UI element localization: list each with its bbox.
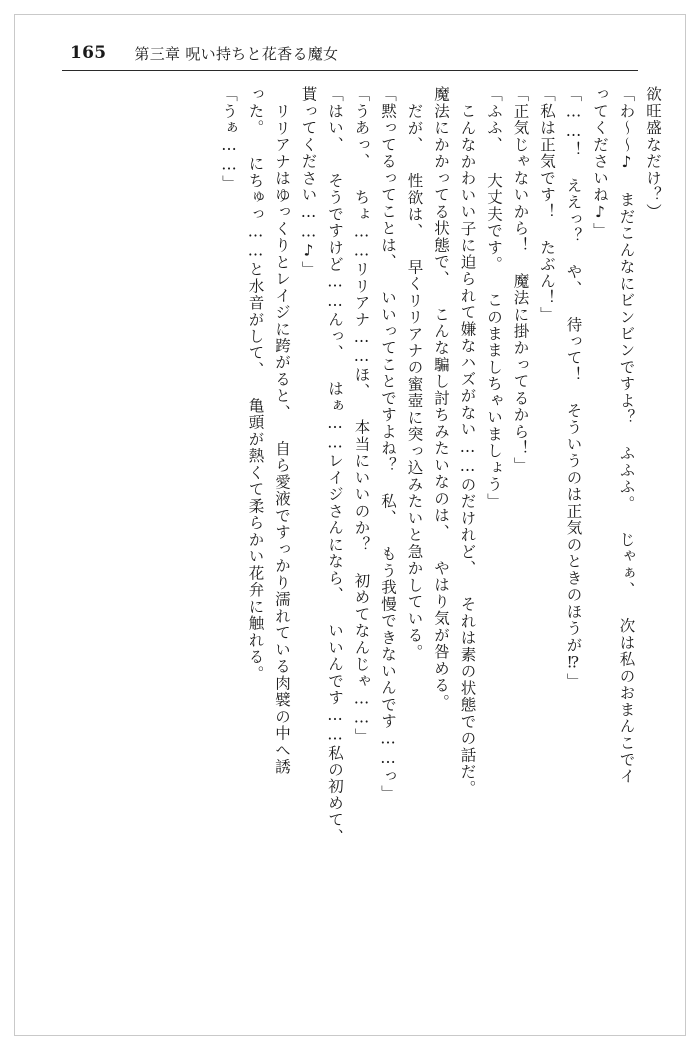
page-number: 165 [70,43,107,63]
body-text [40,86,660,1016]
text-line: 「うぁ……」 [220,86,238,192]
text-line: 「私は正気です！ たぶん！」 [538,86,556,323]
text-line: こんなかわいい子に迫られて嫌なハズがない……のだけれど、 それは素の状態での話だ。 [458,103,477,797]
text-line: 魔法にかかってる状態で、 こんな騙し討ちみたいなのは、 やはり気が咎める。 [432,86,450,711]
text-line: った。 にちゅっ……と水音がして、 亀頭が熱くて柔らかい花弁に触れる。 [246,86,265,682]
text-line: 「はい、 そうですけど……んっ、 はぁ……レイジさんになら、 いいんです……私の初めて、 [326,86,344,846]
text-line: ってくださいね♪」 [591,86,609,240]
text-line: 貰ってください……♪」 [299,86,318,278]
header-divider [62,70,638,71]
text-line: 「うあっ、 ちょ……リリアナ……ほ、 本当にいいのか？ 初めてなんじゃ……」 [352,86,371,745]
text-line: 「……！ ええっ？ や、 待って！ そういうのは正気のときのほうが⁉」 [564,86,583,690]
text-line: 「ふふ、 大丈夫です。 このまましちゃいましょう」 [485,86,503,510]
chapter-title: 第三章 呪い持ちと花香る魔女 [134,44,339,63]
page-header [0,40,700,66]
text-line: 「正気じゃないから！ 魔法に掛かってるから！」 [511,86,530,474]
text-line: 「わ～～♪ まだこんなにビンビンですよ？ ふふふ。 じゃぁ、 次は私のおまんこでイ [617,86,636,785]
text-line: リリアナはゆっくりとレイジに跨がると、 自ら愛液ですっかり濡れている肉襞の中へ誘 [273,103,291,776]
text-line: 欲旺盛なだけ？） [644,86,662,220]
text-line: だが、 性欲は、 早くリリアナの蜜壺に突っ込みたいと急かしている。 [405,103,424,661]
text-line: 「黙ってるってことは、 いいってことですよね？ 私、 もう我慢できないんです……っ」 [379,86,397,802]
